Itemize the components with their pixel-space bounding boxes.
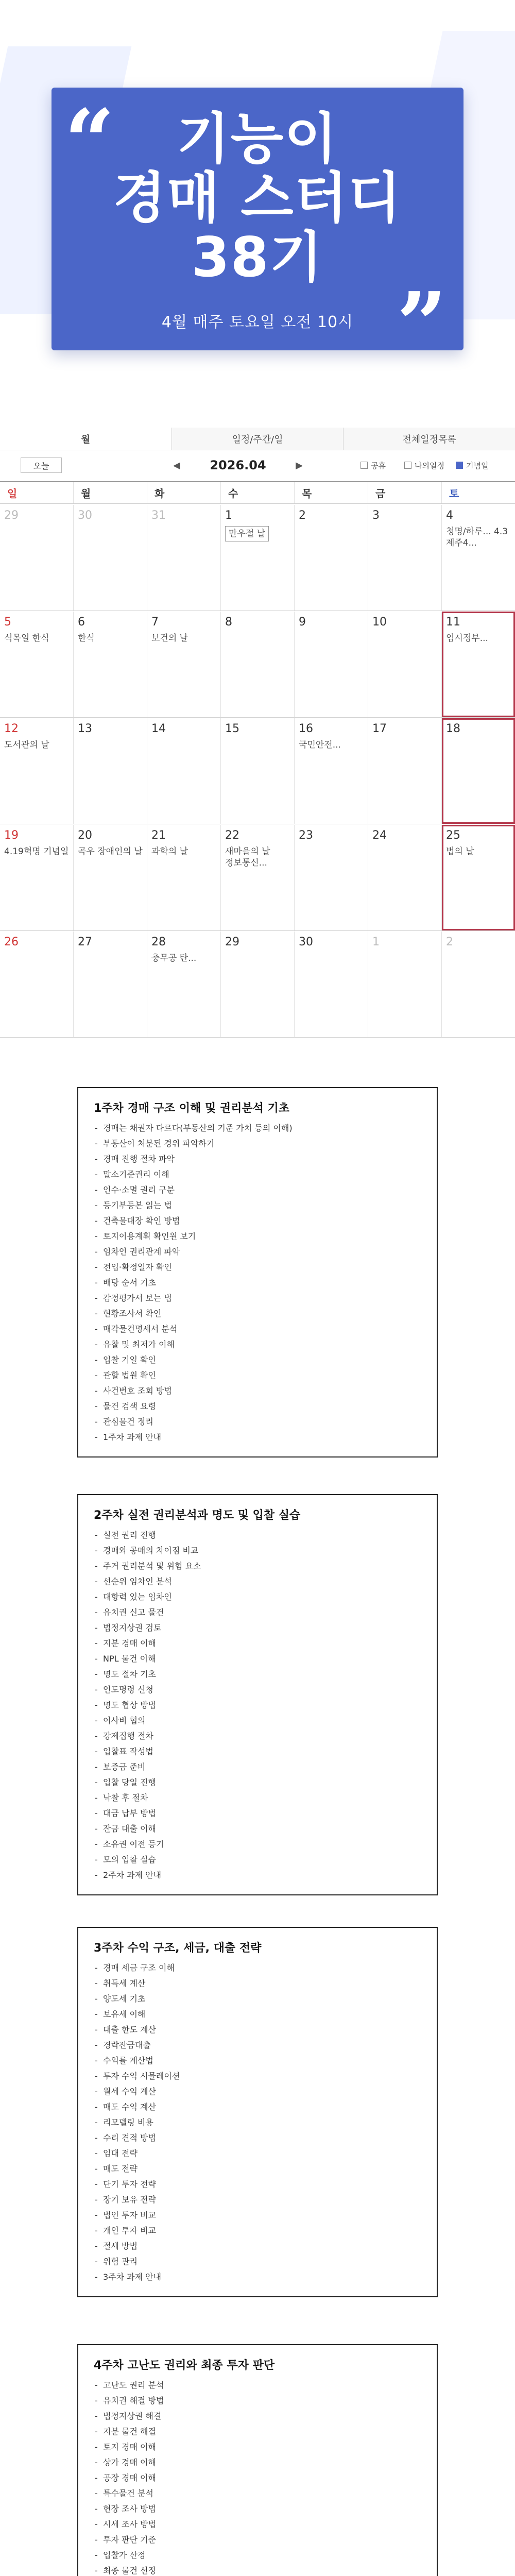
day-number: 4 bbox=[446, 509, 453, 522]
curriculum-item: - 명도 절차 기초 bbox=[94, 1667, 421, 1682]
calendar-day[interactable] bbox=[74, 505, 147, 611]
curriculum-item: - 유찰 및 최저가 이해 bbox=[94, 1337, 421, 1352]
curriculum-item: - 부동산이 처분된 경위 파악하기 bbox=[94, 1136, 421, 1151]
calendar-grid bbox=[0, 481, 515, 1036]
curriculum-item: - 특수물건 분석 bbox=[94, 2486, 421, 2501]
curriculum-item: - 입찰 기일 확인 bbox=[94, 1352, 421, 1368]
curriculum-item: - 말소기준권리 이해 bbox=[94, 1167, 421, 1182]
day-event: 충무공 탄... bbox=[151, 953, 197, 963]
calendar-week bbox=[0, 931, 515, 1038]
curriculum-item: - 등기부등본 읽는 법 bbox=[94, 1198, 421, 1213]
calendar-day[interactable] bbox=[295, 505, 368, 611]
calendar-day[interactable] bbox=[295, 825, 368, 930]
curriculum-list bbox=[94, 1121, 421, 1445]
curriculum-item: - 투자 수익 시뮬레이션 bbox=[94, 2069, 421, 2084]
calendar-day[interactable] bbox=[442, 931, 515, 1037]
hero-title-line1: 기능이 bbox=[177, 107, 338, 171]
hero-section bbox=[0, 0, 515, 428]
day-number: 30 bbox=[78, 509, 92, 522]
calendar-day[interactable] bbox=[147, 505, 221, 611]
day-number: 23 bbox=[299, 829, 313, 842]
day-event: 임시정부... bbox=[446, 633, 488, 643]
day-number: 31 bbox=[151, 509, 166, 522]
calendar-day[interactable] bbox=[147, 718, 221, 824]
calendar-week bbox=[0, 718, 515, 824]
curriculum-item: - 최종 물건 선정 bbox=[94, 2563, 421, 2576]
curriculum-item: - 수리 견적 방법 bbox=[94, 2130, 421, 2146]
calendar-day[interactable] bbox=[221, 505, 295, 611]
curriculum-item: - 물건 검색 요령 bbox=[94, 1399, 421, 1414]
curriculum-list bbox=[94, 1528, 421, 1883]
calendar-day-highlighted[interactable] bbox=[442, 612, 515, 717]
curriculum-week-1 bbox=[77, 1087, 438, 1458]
day-number: 15 bbox=[225, 722, 239, 735]
curriculum-item: - NPL 물건 이해 bbox=[94, 1651, 421, 1667]
curriculum-item: - 매도 전략 bbox=[94, 2161, 421, 2177]
checkbox-icon[interactable] bbox=[360, 462, 368, 469]
curriculum-item: - 소유권 이전 등기 bbox=[94, 1837, 421, 1852]
curriculum-item: - 단기 투자 전략 bbox=[94, 2177, 421, 2192]
curriculum-item: - 전입·확정일자 확인 bbox=[94, 1260, 421, 1275]
calendar-day-highlighted[interactable] bbox=[442, 718, 515, 824]
tab-schedule[interactable]: 일정/주간/일 bbox=[172, 428, 344, 450]
filter-anniversary[interactable] bbox=[456, 459, 488, 472]
calendar-day[interactable] bbox=[368, 931, 442, 1037]
curriculum-item: - 보유세 이해 bbox=[94, 2007, 421, 2022]
day-number: 5 bbox=[4, 616, 11, 629]
weekday-header bbox=[0, 482, 515, 504]
today-button[interactable]: 오늘 bbox=[21, 457, 62, 473]
curriculum-item: - 2주차 과제 안내 bbox=[94, 1868, 421, 1883]
calendar-day[interactable] bbox=[442, 505, 515, 611]
weekday-sat: 토 bbox=[449, 487, 459, 500]
calendar-day[interactable] bbox=[74, 718, 147, 824]
curriculum-item: - 법정지상권 검토 bbox=[94, 1620, 421, 1636]
calendar-day[interactable] bbox=[0, 718, 74, 824]
day-number: 13 bbox=[78, 722, 92, 735]
curriculum-item: - 상가 경매 이해 bbox=[94, 2455, 421, 2470]
day-number: 28 bbox=[151, 936, 166, 948]
day-number: 2 bbox=[299, 509, 306, 522]
tab-month[interactable]: 월 bbox=[0, 428, 172, 450]
calendar-day[interactable] bbox=[221, 612, 295, 717]
day-number: 12 bbox=[4, 722, 19, 735]
day-number: 1 bbox=[372, 936, 380, 948]
calendar-day[interactable] bbox=[368, 612, 442, 717]
calendar-day[interactable] bbox=[147, 612, 221, 717]
curriculum-item: - 보증금 준비 bbox=[94, 1759, 421, 1775]
curriculum-item: - 3주차 과제 안내 bbox=[94, 2269, 421, 2285]
filter-holiday[interactable] bbox=[360, 459, 386, 472]
curriculum-item: - 관할 법원 확인 bbox=[94, 1368, 421, 1383]
day-event: 만우절 날 bbox=[225, 526, 269, 541]
calendar-day[interactable] bbox=[74, 612, 147, 717]
curriculum-item: - 개인 투자 비교 bbox=[94, 2223, 421, 2239]
day-number: 8 bbox=[225, 616, 232, 629]
calendar-day-highlighted[interactable] bbox=[442, 825, 515, 930]
day-number: 17 bbox=[372, 722, 387, 735]
day-number: 6 bbox=[78, 616, 85, 629]
curriculum-item: - 현장 조사 방법 bbox=[94, 2501, 421, 2517]
calendar-day[interactable] bbox=[368, 505, 442, 611]
curriculum-week-2 bbox=[77, 1494, 438, 1895]
weekday-mon: 월 bbox=[74, 482, 147, 503]
curriculum-item: - 이사비 협의 bbox=[94, 1713, 421, 1728]
calendar-day[interactable] bbox=[295, 718, 368, 824]
open-quote-icon: “ bbox=[64, 90, 115, 193]
weekday-wed: 수 bbox=[221, 482, 295, 503]
month-label: 2026.04 bbox=[210, 458, 266, 472]
curriculum-title: 3주차 수익 구조, 세금, 대출 전략 bbox=[94, 1942, 262, 1955]
day-event: 국민안전... bbox=[299, 740, 341, 750]
curriculum-item: - 위험 관리 bbox=[94, 2254, 421, 2269]
day-number: 9 bbox=[299, 616, 306, 629]
curriculum-item: - 배당 순서 기초 bbox=[94, 1275, 421, 1291]
weekday-fri: 금 bbox=[368, 482, 442, 503]
curriculum-item: - 대항력 있는 임차인 bbox=[94, 1589, 421, 1605]
curriculum-item: - 임대 전략 bbox=[94, 2146, 421, 2161]
day-number: 26 bbox=[4, 936, 19, 948]
calendar-day[interactable] bbox=[147, 825, 221, 930]
curriculum-list bbox=[94, 2378, 421, 2576]
day-event: 식목일 한식 bbox=[4, 633, 49, 643]
day-number: 22 bbox=[225, 829, 239, 842]
day-number: 2 bbox=[446, 936, 453, 948]
curriculum-item: - 선순위 임차인 분석 bbox=[94, 1574, 421, 1589]
curriculum-item: - 대출 한도 계산 bbox=[94, 2022, 421, 2038]
day-event: 곡우 장애인의 날 bbox=[78, 846, 143, 857]
day-number: 16 bbox=[299, 722, 313, 735]
curriculum-item: - 명도 협상 방법 bbox=[94, 1698, 421, 1713]
day-number: 18 bbox=[446, 722, 460, 735]
day-number: 19 bbox=[4, 829, 19, 842]
curriculum-title: 1주차 경매 구조 이해 및 권리분석 기초 bbox=[94, 1102, 290, 1115]
hero-title-line2: 경매 스터디 bbox=[113, 166, 402, 230]
curriculum-item: - 법인 투자 비교 bbox=[94, 2208, 421, 2223]
day-event: 청명/하루... 4.3 제주4... bbox=[446, 527, 508, 548]
calendar-day[interactable] bbox=[0, 931, 74, 1037]
curriculum-item: - 대금 납부 방법 bbox=[94, 1806, 421, 1821]
filter-label: 나의일정 bbox=[415, 461, 444, 470]
curriculum-item: - 강제집행 절차 bbox=[94, 1728, 421, 1744]
curriculum-item: - 1주차 과제 안내 bbox=[94, 1430, 421, 1445]
curriculum-item: - 토지이용계획 확인원 보기 bbox=[94, 1229, 421, 1244]
close-quote-icon: ” bbox=[397, 273, 447, 376]
day-number: 10 bbox=[372, 616, 387, 629]
calendar-toolbar bbox=[0, 452, 515, 478]
curriculum-item: - 입찰가 산정 bbox=[94, 2548, 421, 2563]
day-number: 11 bbox=[446, 616, 460, 629]
curriculum-item: - 리모델링 비용 bbox=[94, 2115, 421, 2130]
curriculum-item: - 공장 경매 이해 bbox=[94, 2470, 421, 2486]
curriculum-item: - 입찰표 작성법 bbox=[94, 1744, 421, 1759]
day-number: 7 bbox=[151, 616, 159, 629]
day-number: 27 bbox=[78, 936, 92, 948]
curriculum-item: - 양도세 기초 bbox=[94, 1991, 421, 2007]
curriculum-item: - 인도명령 신청 bbox=[94, 1682, 421, 1698]
weekday-sun: 일 bbox=[0, 482, 74, 503]
checkbox-icon[interactable] bbox=[456, 462, 463, 469]
curriculum-item: - 법정지상권 해결 bbox=[94, 2409, 421, 2424]
tab-all-list[interactable]: 전체일정목록 bbox=[344, 428, 515, 450]
hero-bottom-strip bbox=[0, 392, 515, 428]
curriculum-item: - 절세 방법 bbox=[94, 2239, 421, 2254]
day-number: 30 bbox=[299, 936, 313, 948]
curriculum-item: - 수익률 계산법 bbox=[94, 2053, 421, 2069]
day-number: 3 bbox=[372, 509, 380, 522]
calendar-section bbox=[0, 428, 515, 1041]
curriculum-item: - 토지 경매 이해 bbox=[94, 2439, 421, 2455]
curriculum-item: - 경매와 공매의 차이점 비교 bbox=[94, 1543, 421, 1558]
curriculum-item: - 낙찰 후 절차 bbox=[94, 1790, 421, 1806]
curriculum-item: - 경락잔금대출 bbox=[94, 2038, 421, 2053]
calendar-tabs bbox=[0, 428, 515, 450]
curriculum-item: - 인수·소멸 권리 구분 bbox=[94, 1182, 421, 1198]
curriculum-item: - 투자 판단 기준 bbox=[94, 2532, 421, 2548]
curriculum-item: - 유치권 신고 물건 bbox=[94, 1605, 421, 1620]
calendar-day[interactable] bbox=[0, 505, 74, 611]
day-event: 도서관의 날 bbox=[4, 740, 49, 750]
curriculum-item: - 입찰 당일 진행 bbox=[94, 1775, 421, 1790]
day-number: 21 bbox=[151, 829, 166, 842]
day-number: 1 bbox=[225, 509, 232, 522]
calendar-day[interactable] bbox=[0, 825, 74, 930]
checkbox-icon[interactable] bbox=[404, 462, 411, 469]
curriculum-item: - 현황조사서 확인 bbox=[94, 1306, 421, 1321]
weekday-tue: 화 bbox=[147, 482, 221, 503]
calendar-day[interactable] bbox=[221, 931, 295, 1037]
calendar-day[interactable] bbox=[368, 825, 442, 930]
filter-label: 기념일 bbox=[466, 461, 489, 470]
curriculum-item: - 건축물대장 확인 방법 bbox=[94, 1213, 421, 1229]
chevron-left-icon[interactable]: ◀ bbox=[173, 460, 180, 471]
calendar-day[interactable] bbox=[295, 931, 368, 1037]
day-number: 20 bbox=[78, 829, 92, 842]
day-event: 과학의 날 bbox=[151, 846, 188, 857]
curriculum-item: - 잔금 대출 이해 bbox=[94, 1821, 421, 1837]
curriculum-title: 4주차 고난도 권리와 최종 투자 판단 bbox=[94, 2359, 275, 2372]
curriculum-item: - 취득세 계산 bbox=[94, 1976, 421, 1991]
day-number: 29 bbox=[225, 936, 239, 948]
chevron-right-icon[interactable]: ▶ bbox=[296, 460, 303, 471]
curriculum-item: - 감정평가서 보는 법 bbox=[94, 1291, 421, 1306]
calendar-week bbox=[0, 505, 515, 611]
curriculum-item: - 유치권 해결 방법 bbox=[94, 2393, 421, 2409]
day-event: 보건의 날 bbox=[151, 633, 188, 643]
calendar-day[interactable] bbox=[0, 612, 74, 717]
calendar-day[interactable] bbox=[368, 718, 442, 824]
curriculum-section bbox=[0, 1041, 515, 2576]
curriculum-item: - 사건번호 조회 방법 bbox=[94, 1383, 421, 1399]
curriculum-week-3 bbox=[77, 1927, 438, 2297]
day-event: 4.19혁명 기념일 bbox=[4, 846, 69, 857]
calendar-day[interactable] bbox=[74, 825, 147, 930]
curriculum-item: - 고난도 권리 분석 bbox=[94, 2378, 421, 2393]
day-event: 새마을의 날 정보통신... bbox=[225, 846, 270, 868]
filter-my-schedule[interactable] bbox=[404, 459, 444, 472]
curriculum-item: - 지분 물건 해결 bbox=[94, 2424, 421, 2439]
curriculum-item: - 시세 조사 방법 bbox=[94, 2517, 421, 2532]
curriculum-item: - 임차인 권리관계 파악 bbox=[94, 1244, 421, 1260]
hero-title-line3: 38기 bbox=[192, 226, 323, 289]
curriculum-item: - 매도 수익 계산 bbox=[94, 2099, 421, 2115]
day-event: 한식 bbox=[78, 633, 95, 643]
hero-schedule: 4월 매주 토요일 오전 10시 bbox=[161, 313, 354, 331]
curriculum-item: - 경매 세금 구조 이해 bbox=[94, 1960, 421, 1976]
curriculum-title: 2주차 실전 권리분석과 명도 및 입찰 실습 bbox=[94, 1509, 301, 1522]
calendar-week bbox=[0, 612, 515, 718]
calendar-day[interactable] bbox=[221, 825, 295, 930]
day-event: 법의 날 bbox=[446, 846, 474, 857]
day-number: 29 bbox=[4, 509, 19, 522]
calendar-day[interactable] bbox=[295, 612, 368, 717]
weekday-thu: 목 bbox=[295, 482, 368, 503]
curriculum-item: - 장기 보유 전략 bbox=[94, 2192, 421, 2208]
calendar-day[interactable] bbox=[74, 931, 147, 1037]
filter-label: 공휴 bbox=[371, 461, 386, 470]
day-number: 24 bbox=[372, 829, 387, 842]
curriculum-item: - 월세 수익 계산 bbox=[94, 2084, 421, 2099]
day-number: 25 bbox=[446, 829, 460, 842]
curriculum-item: - 경매는 채권자 다르다(부동산의 기준 가치 등의 이해) bbox=[94, 1121, 421, 1136]
day-number: 14 bbox=[151, 722, 166, 735]
calendar-week bbox=[0, 825, 515, 931]
curriculum-week-4 bbox=[77, 2344, 438, 2576]
calendar-day[interactable] bbox=[147, 931, 221, 1037]
curriculum-item: - 매각물건명세서 분석 bbox=[94, 1321, 421, 1337]
curriculum-item: - 실전 권리 진행 bbox=[94, 1528, 421, 1543]
curriculum-list bbox=[94, 1960, 421, 2285]
curriculum-item: - 지분 경매 이해 bbox=[94, 1636, 421, 1651]
calendar-day[interactable] bbox=[221, 718, 295, 824]
curriculum-item: - 모의 입찰 실습 bbox=[94, 1852, 421, 1868]
curriculum-item: - 경매 진행 절차 파악 bbox=[94, 1151, 421, 1167]
curriculum-item: - 관심물건 정리 bbox=[94, 1414, 421, 1430]
curriculum-item: - 주거 권리분석 및 위험 요소 bbox=[94, 1558, 421, 1574]
